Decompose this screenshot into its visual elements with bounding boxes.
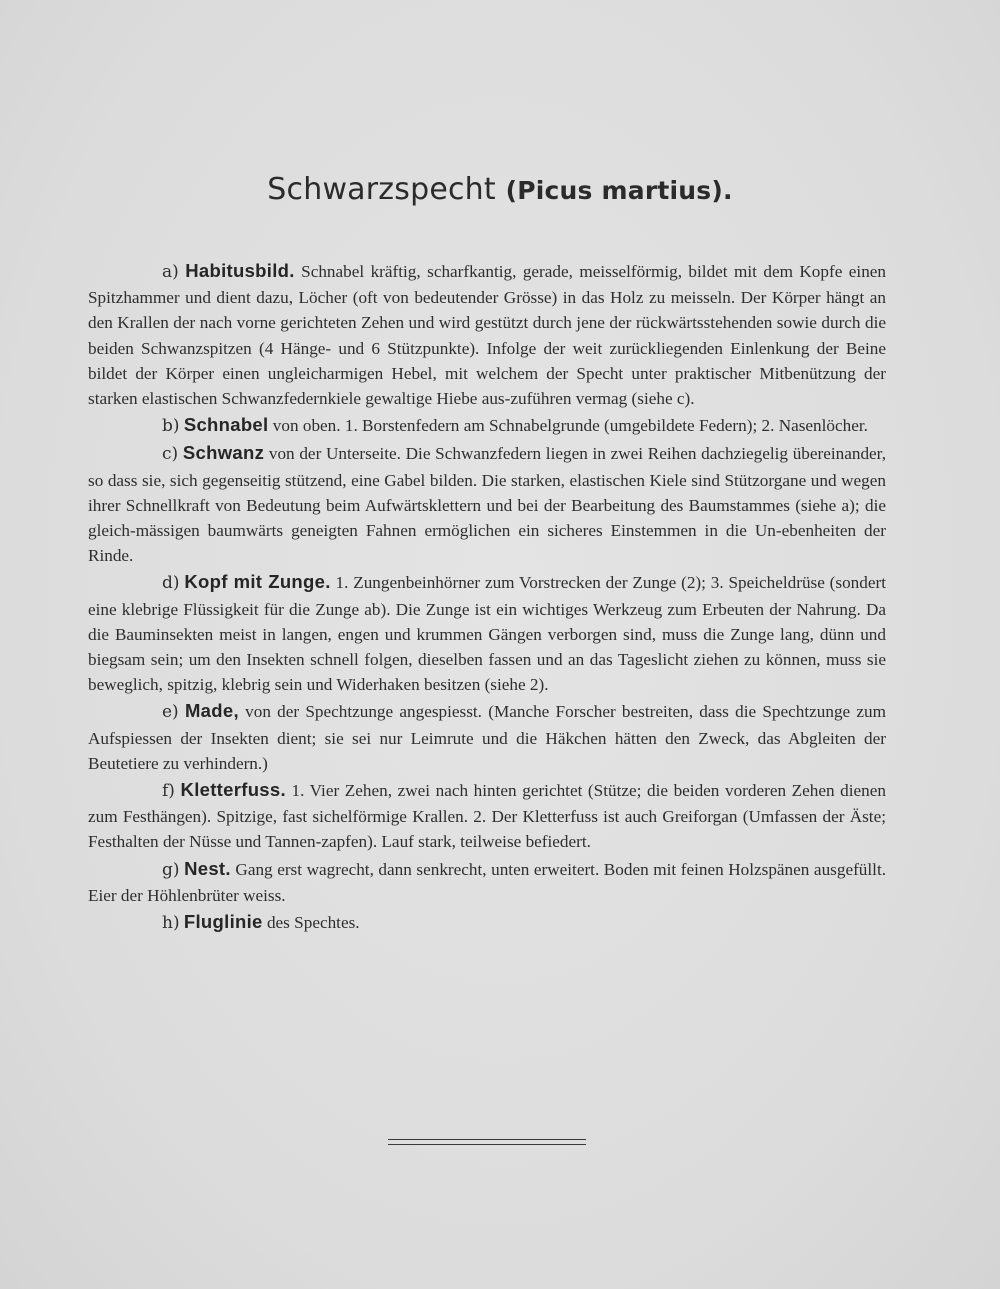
section-b [88, 412, 886, 439]
closing-rule-bottom [388, 1144, 586, 1145]
section-text: 1. Vier Zehen, zwei nach hinten gerichtet (Stütze; die beiden vorderen Zehen dienen zum Festhängen). Spitzige, fast sichelförmige Krallen. 2. Der Kletterfuss ist auch Greiforgan (Umfassen der Äste; Festhalten der Nüsse und Tannen-zapfen). Lauf stark, teilweise befiedert. [88, 781, 886, 852]
title-main: Schwarzspecht [267, 172, 496, 207]
section-label: e) [162, 702, 179, 723]
section-keyword: Fluglinie [183, 911, 263, 933]
section-g [88, 856, 886, 908]
section-label: a) [162, 262, 179, 282]
section-d [88, 569, 886, 697]
closing-rule-top [388, 1139, 586, 1140]
section-label: d) [162, 573, 180, 594]
section-text: von der Unterseite. Die Schwanzfedern liegen in zwei Reihen dachziegelig übereinander, so dass sie, sich gegenseitig stützend, eine Gabel bilden. Die starken, elastischen Kiele sind Stützorgane und wegen ihrer Schnellkraft von Bedeutung beim Aufwärtsklettern und bei der Bearbeitung des Baumstammes (siehe a); die gleich-mässigen baumwärts geneigten Fahnen ermöglichen ein sicheres Einstemmen in die Un-ebenheiten der Rinde. [88, 444, 887, 566]
section-f [88, 777, 886, 855]
section-keyword: Habitusbild. [185, 260, 295, 281]
section-e [88, 698, 886, 776]
section-text: 1. Zungenbeinhörner zum Vorstrecken der Zunge (2); 3. Speicheldrüse (sondert eine klebrige Flüssigkeit für die Zunge ab). Die Zunge ist ein wichtiges Werkzeug zum Erbeuten der Nahrung. Da die Bauminsekten meist in langen, engen und krummen Gängen verborgen sind, muss die Zunge lang, dünn und biegsam sein; um den Insekten schnell folgen, dieselben fassen und an das Tageslicht ziehen zu können, muss sie beweglich, spitzig, klebrig sein und Widerhaken besitzen (siehe 2). [88, 573, 886, 695]
section-label: c) [162, 444, 179, 465]
section-label: g) [162, 859, 180, 880]
section-text: von der Spechtzunge angespiesst. (Manche Forscher bestreiten, dass die Spechtzunge zum Aufspiessen der Insekten dient; sie sei nur Leimrute und die Häkchen hätten den Zweck, das Abgleiten der Beutetiere zu verhindern.) [88, 702, 886, 773]
section-label: b) [162, 416, 180, 437]
section-label: h) [162, 913, 180, 934]
section-keyword: Schwanz [182, 442, 265, 464]
body-text [88, 258, 886, 937]
section-label: f) [162, 781, 175, 802]
section-keyword: Kopf mit Zunge. [184, 571, 331, 593]
section-keyword: Schnabel [183, 414, 269, 436]
title-latin: (Picus martius). [505, 176, 733, 205]
section-text: von oben. 1. Borstenfedern am Schnabelgrunde (umgebildete Federn); 2. Nasenlöcher. [268, 416, 868, 436]
section-text: des Spechtes. [262, 913, 360, 933]
section-keyword: Made, [184, 700, 239, 722]
section-keyword: Kletterfuss. [180, 779, 286, 801]
section-text: Schnabel kräftig, scharfkantig, gerade, meisselförmig, bildet mit dem Kopfe einen Spitzhammer und dient dazu, Löcher (oft von bedeutender Grösse) in das Holz zu meisseln. Der Körper hängt an den Krallen der nach vorne gerichteten Zehen und wird gestützt durch jene der rückwärtsstehenden sowie durch die beiden Schwanzspitzen (4 Hänge- und 6 Stützpunkte). Infolge der weit zurückliegenden Einlenkung der Beine bildet der Körper einen ungleicharmigen Hebel, mit welchem der Specht unter praktischer Mitbenützung der starken elastischen Schwanzfedernkiele gewaltige Hiebe aus-zuführen vermag (siehe c). [88, 262, 887, 409]
section-h [88, 909, 886, 936]
section-text: Gang erst wagrecht, dann senkrecht, unten erweitert. Boden mit feinen Holzspänen ausgefüllt. Eier der Höhlenbrüter weiss. [88, 859, 887, 905]
page-title [0, 172, 1000, 207]
section-keyword: Nest. [184, 857, 231, 879]
section-a [88, 258, 886, 411]
section-c [88, 440, 886, 568]
